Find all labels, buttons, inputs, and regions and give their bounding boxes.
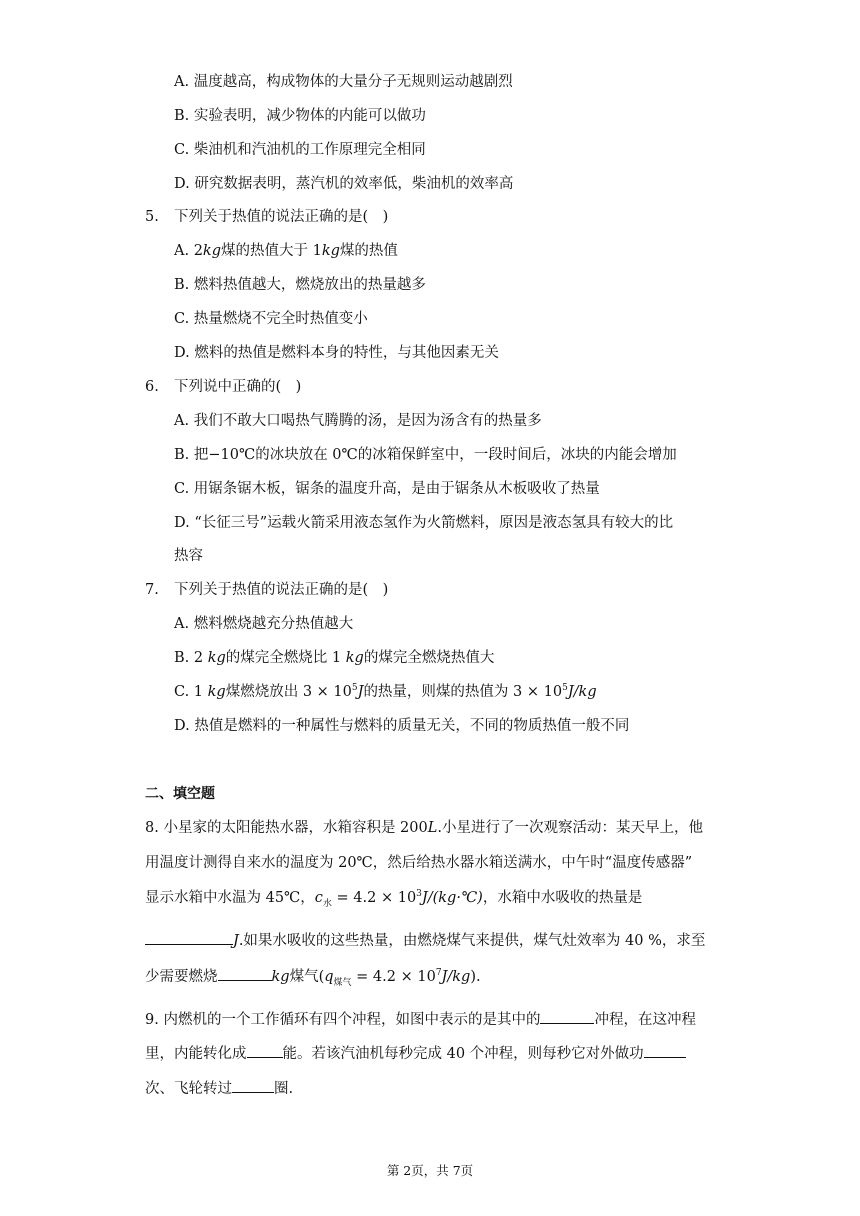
section-heading-fill-blank: 二、填空题 bbox=[145, 786, 215, 802]
page-footer: 第 2页，共 7页 bbox=[386, 1163, 474, 1178]
q5-option-c: C. 热量燃烧不完全时热值变小 bbox=[174, 311, 368, 327]
q7-stem: 下列关于热值的说法正确的是( ) bbox=[174, 582, 389, 598]
q9-blank-energy[interactable] bbox=[247, 1043, 283, 1058]
q5-stem: 下列关于热值的说法正确的是( ) bbox=[174, 209, 389, 225]
q9-line-3: 次、飞轮转过 圈. bbox=[145, 1078, 293, 1099]
q4-option-a: A. 温度越高，构成物体的大量分子无规则运动越剧烈 bbox=[174, 74, 513, 90]
q5-option-a: A. 2kg煤的热值大于 1kg煤的热值 bbox=[174, 243, 398, 259]
q6-option-c: C. 用锯条锯木板，锯条的温度升高，是由于锯条从木板吸收了热量 bbox=[174, 481, 600, 497]
q8-blank-heat[interactable] bbox=[145, 930, 233, 945]
q8-line-3: 显示水箱中水温为 45℃，$c_水 = 4.2$ × $10^3J/(kg\cdot℃)$，水箱中水吸收的热量是 bbox=[145, 889, 643, 909]
q9-line-1: 9. 内燃机的一个工作循环有四个冲程，如图中表示的是其中的 冲程，在这冲程 bbox=[145, 1009, 696, 1030]
q8-line-1: 8. 小星家的太阳能热水器，水箱容积是 200L.小星进行了一次观察活动：某天早上，他 bbox=[145, 820, 703, 836]
q8-blank-mass[interactable] bbox=[218, 966, 272, 981]
q6-option-a: A. 我们不敢大口喝热气腾腾的汤，是因为汤含有的热量多 bbox=[174, 413, 542, 429]
q8-line-2: 用温度计测得自来水的温度为 20℃，然后给热水器水箱送满水，中午时“温度传感器” bbox=[145, 855, 693, 871]
q7-number: 7. bbox=[145, 582, 159, 598]
q9-line-2: 里，内能转化成 能。若该汽油机每秒完成 40 个冲程，则每秒它对外做功 bbox=[145, 1043, 686, 1064]
q7-option-c: C. 1 kg煤燃烧放出 $3 \times 10^5J$的热量，则煤的热值为 $3 \times 10^5J/kg$ bbox=[174, 683, 597, 700]
q9-blank-work-times[interactable] bbox=[644, 1043, 686, 1058]
q9-blank-stroke[interactable] bbox=[540, 1009, 594, 1024]
q4-option-b: B. 实验表明，减少物体的内能可以做功 bbox=[174, 108, 426, 124]
q6-option-d: D. “长征三号”运载火箭采用液态氢作为火箭燃料，原因是液态氢具有较大的比 bbox=[174, 515, 674, 531]
q6-number: 6. bbox=[145, 379, 159, 395]
q8-line-5: 少需要燃烧 kg煤气$(q_{煤气} = 4.2 \times 10^7J/kg)$. bbox=[145, 966, 481, 987]
q7-option-a: A. 燃料燃烧越充分热值越大 bbox=[174, 616, 354, 632]
q4-option-d: D. 研究数据表明，蒸汽机的效率低，柴油机的效率高 bbox=[174, 176, 514, 192]
q9-blank-rotations[interactable] bbox=[232, 1078, 274, 1093]
q8-line-4: J.如果水吸收的这些热量，由燃烧煤气来提供，煤气灶效率为 40 %，求至 bbox=[145, 930, 705, 951]
q7-option-d: D. 热值是燃料的一种属性与燃料的质量无关，不同的物质热值一般不同 bbox=[174, 718, 630, 734]
q4-option-c: C. 柴油机和汽油机的工作原理完全相同 bbox=[174, 142, 426, 158]
q6-option-b: B. 把−10℃的冰块放在 0℃的冰箱保鲜室中，一段时间后，冰块的内能会增加 bbox=[174, 447, 677, 463]
q5-option-b: B. 燃料热值越大，燃烧放出的热量越多 bbox=[174, 277, 426, 293]
q5-option-d: D. 燃料的热值是燃料本身的特性，与其他因素无关 bbox=[174, 345, 499, 361]
q7-option-b: B. 2 kg的煤完全燃烧比 1 kg的煤完全燃烧热值大 bbox=[174, 650, 495, 666]
q6-stem: 下列说中正确的( ) bbox=[174, 379, 302, 395]
q6-option-d-cont: 热容 bbox=[174, 548, 203, 564]
q5-number: 5. bbox=[145, 209, 159, 225]
